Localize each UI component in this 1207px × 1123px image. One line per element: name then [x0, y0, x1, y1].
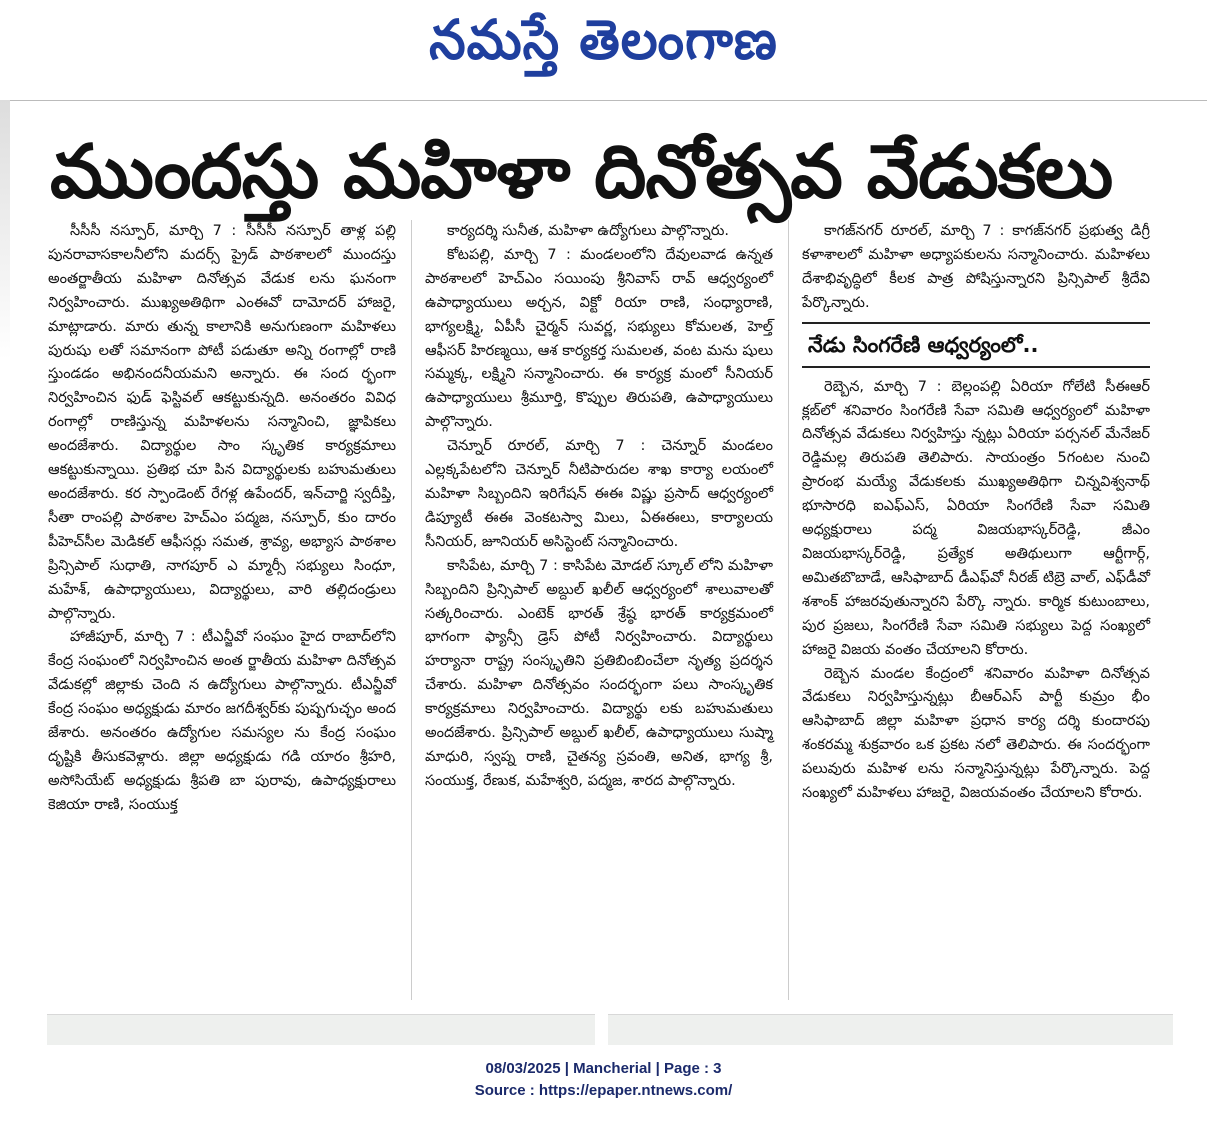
column-divider [411, 220, 412, 1000]
masthead-logo: నమస్తే తెలంగాణ [429, 9, 778, 73]
article-paragraph: కాసిపేట, మార్చి 7 : కాసిపేట మోడల్ స్కూల్ లోని మహిళా సిబ్బందిని ప్రిన్సిపాల్ అబ్దుల్ ఖలీల్ ఆధ్వర్యంలో శాలువాలతో సత్కరించారు. ఎంటెక్ భారత్ శ్రేష్ఠ భారత్ కార్యక్రమంలో భాగంగా ఫ్యాన్సీ డ్రెస్ పోటీ నిర్వహించారు. విద్యార్థులు హర్యానా రాష్ట్ర సంస్కృతిని ప్రతిబింబించేలా నృత్య ప్రదర్శన చేశారు. మహిళా దినోత్సవం సందర్భంగా పలు సాంస్కృతిక కార్యక్రమాలు నిర్వహించారు. విద్యార్థు లకు బహుమతులు అందజేశారు. ప్రిన్సిపాల్ అబ్దుల్ ఖలీల్, ఉపాధ్యాయులు సుష్మా మాధురి, స్వప్న రాణి, చైతన్య స్రవంతి, అనిత, భాగ్య శ్రీ, సంయుక్త, రేణుక, మహేశ్వరి, పద్మజ, శారద పాల్గొన్నారు. [425, 557, 773, 789]
article-paragraph: కాగజ్‌నగర్ రూరల్, మార్చి 7 : కాగజ్‌నగర్ ప్రభుత్వ డిగ్రీ కళాశాలలో మహిళా అధ్యాపకులను సన్మానించారు. మహిళలు దేశాభివృద్ధిలో కీలక పాత్ర పోషిస్తున్నారని ప్రిన్సిపాల్ శ్రీదేవి పేర్కొన్నారు. [802, 223, 1150, 311]
adjacent-article-edge [1183, 100, 1207, 1040]
photo-strip-right [608, 1014, 1173, 1045]
article-paragraph: కార్యదర్శి సునీత, మహిళా ఉద్యోగులు పాల్గొన్నారు. [447, 223, 730, 239]
footer-source-line: Source : https://epaper.ntnews.com/ [474, 1082, 733, 1099]
footer-edition-line: 08/03/2025 | Mancherial | Page : 3 [485, 1060, 722, 1077]
left-margin-strip [0, 100, 10, 360]
article-paragraph: చెన్నూర్ రూరల్, మార్చి 7 : చెన్నూర్ మండలం ఎల్లక్కపేటలోని చెన్నూర్ నీటిపారుదల శాఖ కార్యా లయంలో మహిళా సిబ్బందిని ఇరిగేషన్ ఈఈ విష్ణు ప్రసాద్ ఆధ్వర్యంలో డిప్యూటీ ఈఈ వెంకటస్వా మిలు, ఏఈఈలు, కార్యాలయ సీనియర్, జూనియర్ అసిస్టెంట్ సన్మానించారు. [425, 438, 773, 550]
article-subheading: నేడు సింగరేణి ఆధ్వర్యంలో.. [802, 322, 1150, 368]
article-paragraph: రెబ్బెన మండల కేంద్రంలో శనివారం మహిళా దినోత్సవ వేడుకలు నిర్వహిస్తున్నట్లు బీఆర్‌ఎస్ పార్టీ కుమ్రం భీం ఆసిఫాబాద్ జిల్లా మహిళా ప్రధాన కార్య దర్శి కుందారపు శంకరమ్మ శుక్రవారం ఒక ప్రకట నలో తెలిపారు. ఈ సందర్భంగా పలువురు మహిళ లను సన్మానిస్తున్నట్లు పేర్కొన్నారు. పెద్ద సంఖ్యలో మహిళలు హాజరై, విజయవంతం చేయాలని కోరారు. [802, 665, 1150, 802]
article-paragraph: హాజీపూర్, మార్చి 7 : టీఎన్జీవో సంఘం హైద రాబాద్‌లోని కేంద్ర సంఘంలో నిర్వహించిన అంత ర్జాతీయ మహిళా దినోత్సవ వేడుకల్లో జిల్లాకు చెంది న ఉద్యోగులు పాల్గొన్నారు. టీఎన్జీవో కేంద్ర సంఘం అధ్యక్షుడు మారం జగదీశ్వర్‌కు పుష్పగుచ్ఛం అంద జేశారు. అనంతరం ఉద్యోగుల సమస్యల ను కేంద్ర సంఘం దృష్టికి తీసుకవెళ్లారు. జిల్లా అధ్యక్షుడు గడి యారం శ్రీహరి, అసోసియేట్ అధ్యక్షుడు శ్రీపతి బా పురావు, ఉపాధ్యక్షురాలు కెజియా రాణి, సంయుక్త [48, 629, 396, 813]
article-column-2 [425, 220, 773, 794]
masthead [0, 0, 1207, 95]
page-footer [0, 1058, 1207, 1102]
article-column-3 [802, 220, 1150, 806]
article-headline: ముందస్తు మహిళా దినోత్సవ వేడుకలు [50, 129, 1113, 215]
page-rule [0, 100, 1207, 101]
article-column-1 [48, 220, 396, 818]
article-paragraph: సీసీసీ నస్పూర్, మార్చి 7 : సీసీసీ నస్పూర్ తాళ్ల పల్లి పునరావాసకాలనీలోని మదర్స్ ప్రైడ్ పాఠశాలలో ముందస్తు అంతర్జాతీయ మహిళా దినోత్సవ వేడుక లను ఘనంగా నిర్వహించారు. ముఖ్యఅతిథిగా ఎంఈవో దామోదర్ హాజరై, మాట్లాడారు. మారు తున్న కాలానికి అనుగుణంగా మహిళలు పురుషు లతో సమానంగా పోటీ పడుతూ అన్ని రంగాల్లో రాణి స్తుండడం అభినందనీయమని అన్నారు. ఈ సంద ర్భంగా నిర్వహించిన ఫుడ్ ఫెస్టివల్ ఆకట్టుకున్నది. అనంతరం వివిధ రంగాల్లో రాణిస్తున్న మహిళలను సన్మానించి, జ్ఞాపికలు అందజేశారు. విద్యార్థుల సాం స్కృతిక కార్యక్రమాలు ఆకట్టుకున్నాయి. ప్రతిభ చూ పిన విద్యార్థులకు బహుమతులు అందజేశారు. కర స్పాండెంట్ రేగళ్ల ఉపేందర్, ఇన్‌చార్జి స్వదీప్తి, సీతా రాంపల్లి పాఠశాల హెచ్‌ఎం పద్మజ, నస్పూర్, కుం దారం పీహెచ్‌సీల మెడికల్ ఆఫీసర్లు సమత, శ్రావ్య, అభ్యాస పాఠశాల ప్రిన్సిపాల్ సుధాతి, నాగపూర్ ఎ మ్మార్సీ సభ్యులు సింధూ, మహేశ్, ఉపాధ్యాయులు, విద్యార్థులు, వారి తల్లిదండ్రులు పాల్గొన్నారు. [48, 223, 396, 622]
article-paragraph: కోటపల్లి, మార్చి 7 : మండలంలోని దేవులవాడ ఉన్నత పాఠశాలలో హెచ్‌ఎం సయింపు శ్రీనివాస్ రావ్ ఆధ్వర్యంలో ఉపాధ్యాయులు అర్చన, విక్టో రియా రాణి, సంధ్యారాణి, భాగ్యలక్ష్మి, ఏపీసీ చైర్మన్ సువర్ణ, సభ్యులు కోమలత, హెల్త్ ఆఫీసర్ హిరణ్మయి, ఆశ కార్యకర్త సుమలత, వంట మను షులు సమ్మక్క, లక్ష్మిని సన్మానించారు. ఈ కార్యక్ర మంలో సీనియర్ ఉపాధ్యాయులు శ్రీమూర్తి, కొప్పుల తిరుపతి, ఉపాధ్యాయులు పాల్గొన్నారు. [425, 246, 773, 431]
column-divider [788, 220, 789, 1000]
photo-strip-left [47, 1014, 595, 1045]
news-article [22, 102, 1172, 1042]
article-paragraph: రెబ్బెన, మార్చి 7 : బెల్లంపల్లి ఏరియా గోలేటి సీఈఆర్ క్లబ్‌లో శనివారం సింగరేణి సేవా సమితి ఆధ్వర్యంలో మహిళా దినోత్సవ వేడుకలు నిర్వహిస్తు న్నట్లు ఏరియా పర్సనల్ మేనేజర్ రెడ్డిమల్ల తిరుపతి తెలిపారు. సాయంత్రం 5గంటల నుంచి ప్రారంభ మయ్యే వేడుకలకు ముఖ్యఅతిథిగా చిన్నవిశ్వనాథ్ భూసారధి ఐఎఫ్‌ఎస్, ఏరియా సింగరేణి సేవా సమితి అధ్యక్షురాలు పద్మ విజయభాస్కర్‌రెడ్డి, జీఎం విజయభాస్కర్‌రెడ్డి, ప్రత్యేక అతిథులుగా ఆర్టీగార్గ్, అమితబొబాడే, ఆసిఫాబాద్ డీఎఫ్‌వో నీరజ్ టిబ్రె వాల్, ఎఫ్‌డీవో శశాంక్ హాజరవుతున్నారని పేర్కొ న్నారు. కార్మిక కుటుంబాలు, పుర ప్రజలు, సింగరేణి సేవా సమితి సభ్యులు పెద్ద సంఖ్యలో హాజరై విజయ వంతం చేయాలని కోరారు. [802, 378, 1150, 658]
